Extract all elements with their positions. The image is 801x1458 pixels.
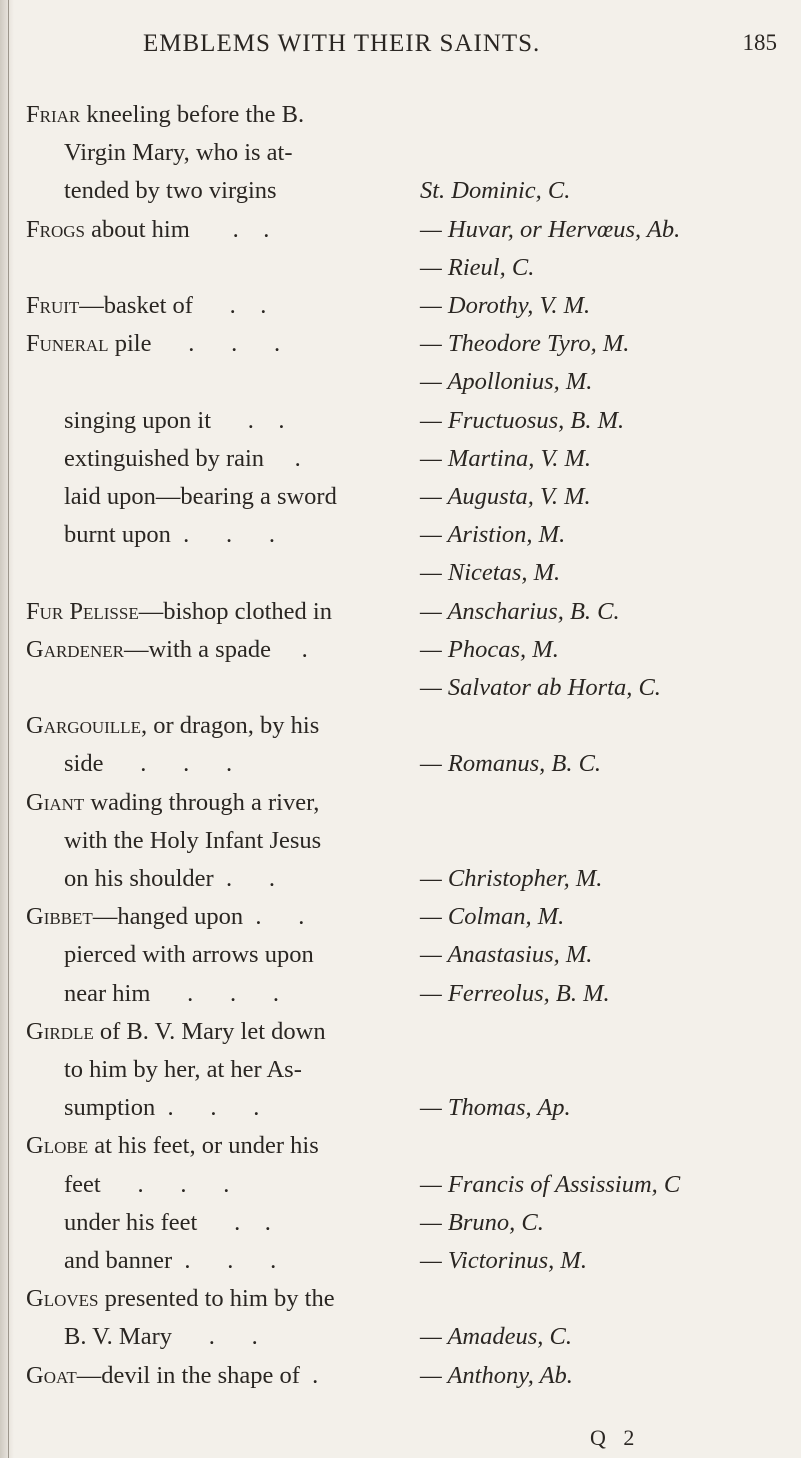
- entry-line: [64, 133, 293, 173]
- entry-saint: — Salvator ab Horta, C.: [420, 674, 661, 701]
- entry-headword: Frogs: [26, 216, 85, 243]
- entry-text: laid upon—bearing a sword: [64, 483, 337, 510]
- entry-text: pierced with arrows upon: [64, 941, 314, 968]
- entry-headword: Gargouille: [26, 712, 141, 739]
- entry-saint: — Anastasius, M.: [420, 941, 593, 968]
- entry-text: and banner . . .: [64, 1247, 277, 1274]
- entry-text: on his shoulder . .: [64, 865, 275, 892]
- entry-saint: — Bruno, C.: [420, 1209, 544, 1236]
- entry-saint: — Martina, V. M.: [420, 445, 592, 472]
- entry-line: [26, 210, 269, 250]
- entry-saint: — Huvar, or Hervœus, Ab.: [420, 216, 681, 243]
- page-number: 185: [742, 30, 777, 55]
- entry-text: —hanged upon . .: [92, 903, 305, 930]
- entry-text: feet . . .: [64, 1171, 230, 1198]
- entry-headword: Funeral: [26, 330, 109, 357]
- entry-headword: Girdle: [26, 1018, 94, 1045]
- entry-headword: Fruit: [26, 292, 80, 319]
- entry-line: [26, 783, 319, 823]
- entry-headword: Friar: [26, 101, 81, 128]
- entry-saint: — Nicetas, M.: [420, 559, 561, 586]
- entry-headword: Gloves: [26, 1285, 99, 1312]
- entry-line: [64, 859, 275, 899]
- entry-text: with the Holy Infant Jesus: [64, 827, 322, 854]
- entry-saint: — Victorinus, M.: [420, 1247, 587, 1274]
- entry-line: [64, 1241, 276, 1281]
- entry-text: extinguished by rain .: [64, 445, 301, 472]
- entry-headword: Goat: [26, 1362, 77, 1389]
- entry-saint: — Anscharius, B. C.: [420, 598, 620, 625]
- entry-saint: — Apollonius, M.: [420, 368, 593, 395]
- entry-text: singing upon it . .: [64, 407, 285, 434]
- entry-saint: St. Dominic, C.: [420, 177, 571, 204]
- entry-line: [64, 974, 279, 1014]
- entry-saint: — Dorothy, V. M.: [420, 292, 591, 319]
- entry-text: tended by two virgins: [64, 177, 277, 204]
- entry-text: sumption . . .: [64, 1094, 260, 1121]
- entry-line: [64, 1165, 229, 1205]
- entry-text: —with a spade .: [123, 636, 308, 663]
- entry-text: side . . .: [64, 750, 233, 777]
- signature-mark: Q 2: [590, 1425, 641, 1450]
- entry-saint: — Ferreolus, B. M.: [420, 980, 610, 1007]
- entry-text: , or dragon, by his: [140, 712, 320, 739]
- entry-headword: Gibbet: [26, 903, 93, 930]
- entry-saint: — Thomas, Ap.: [420, 1094, 571, 1121]
- entry-line: [64, 744, 232, 784]
- entry-text: kneeling before the B.: [80, 101, 305, 128]
- entry-text: to him by her, at her As-: [64, 1056, 302, 1083]
- entry-line: [64, 401, 285, 441]
- entry-saint: — Phocas, M.: [420, 636, 559, 663]
- entry-line: [64, 935, 314, 975]
- entry-line: [64, 439, 301, 479]
- entry-line: [26, 1126, 319, 1166]
- entry-saint: — Francis of Assissium, C: [420, 1171, 681, 1198]
- entry-text: near him . . .: [64, 980, 280, 1007]
- entry-line: [64, 1203, 271, 1243]
- entry-line: [64, 1088, 259, 1128]
- entry-text: —devil in the shape of .: [76, 1362, 319, 1389]
- entry-saint: — Rieul, C.: [420, 254, 535, 281]
- entry-line: [64, 477, 337, 517]
- entry-line: [26, 1356, 318, 1396]
- entry-line: [64, 1317, 258, 1357]
- entry-line: [26, 95, 304, 135]
- entry-line: [64, 171, 277, 211]
- entry-text: at his feet, or under his: [88, 1132, 319, 1159]
- entry-headword: Globe: [26, 1132, 89, 1159]
- entry-text: —bishop clothed in: [138, 598, 332, 625]
- entry-line: [26, 324, 280, 364]
- entry-line: [26, 897, 304, 937]
- entry-headword: Gardener: [26, 636, 124, 663]
- entry-line: [26, 1012, 326, 1052]
- entry-line: [26, 592, 332, 632]
- entry-text: —basket of . .: [79, 292, 267, 319]
- entry-saint: — Amadeus, C.: [420, 1323, 573, 1350]
- entry-text: under his feet . .: [64, 1209, 271, 1236]
- entry-saint: — Anthony, Ab.: [420, 1362, 573, 1389]
- entry-saint: — Theodore Tyro, M.: [420, 330, 630, 357]
- entry-saint: — Christopher, M.: [420, 865, 603, 892]
- entry-headword: Giant: [26, 789, 85, 816]
- entry-line: [26, 286, 266, 326]
- entry-line: [64, 515, 275, 555]
- entry-line: [64, 1050, 302, 1090]
- entry-text: pile . . .: [108, 330, 281, 357]
- entry-saint: — Fructuosus, B. M.: [420, 407, 625, 434]
- entry-line: [26, 630, 308, 670]
- entry-text: presented to him by the: [98, 1285, 335, 1312]
- entry-saint: — Aristion, M.: [420, 521, 566, 548]
- entry-text: of B. V. Mary let down: [93, 1018, 326, 1045]
- entry-saint: — Colman, M.: [420, 903, 565, 930]
- entry-text: about him . .: [84, 216, 270, 243]
- entry-text: Virgin Mary, who is at-: [64, 139, 293, 166]
- entry-text: wading through a river,: [84, 789, 320, 816]
- entry-line: [26, 706, 319, 746]
- entry-headword: Fur Pelisse: [26, 598, 139, 625]
- entry-saint: — Augusta, V. M.: [420, 483, 591, 510]
- entry-line: [26, 1279, 335, 1319]
- entry-saint: — Romanus, B. C.: [420, 750, 602, 777]
- entry-text: B. V. Mary . .: [64, 1323, 258, 1350]
- running-head: EMBLEMS WITH THEIR SAINTS.: [143, 30, 541, 57]
- entry-line: [64, 821, 321, 861]
- entry-text: burnt upon . . .: [64, 521, 275, 548]
